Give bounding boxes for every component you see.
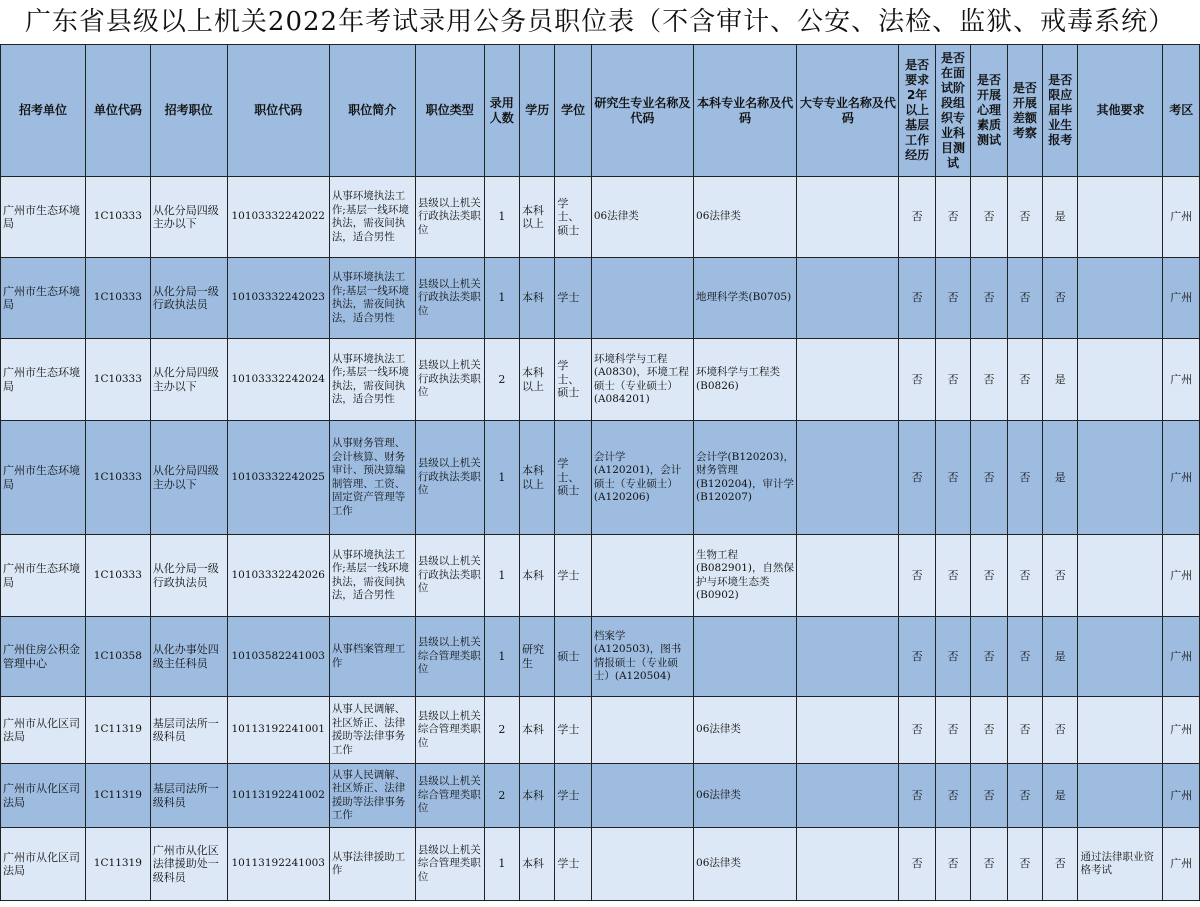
cell-grad-major xyxy=(591,828,693,901)
cell-type: 县级以上机关综合管理类职位 xyxy=(415,697,484,764)
column-header: 研究生专业名称及代码 xyxy=(591,45,693,177)
cell-q1: 否 xyxy=(899,177,935,258)
cell-unit: 广州住房公积金管理中心 xyxy=(1,617,86,697)
cell-grad-major xyxy=(591,258,693,339)
column-header: 单位代码 xyxy=(85,45,150,177)
cell-q5: 否 xyxy=(1043,535,1078,617)
cell-unit: 广州市生态环境局 xyxy=(1,421,86,535)
cell-position: 基层司法所一级科员 xyxy=(150,697,227,764)
cell-other xyxy=(1078,764,1163,828)
cell-college-major xyxy=(797,617,899,697)
cell-position: 从化办事处四级主任科员 xyxy=(150,617,227,697)
table-row xyxy=(1,421,1200,535)
cell-other xyxy=(1078,258,1163,339)
cell-degree: 学士 xyxy=(555,258,591,339)
cell-q1: 否 xyxy=(899,828,935,901)
column-header: 本科专业名称及代码 xyxy=(694,45,797,177)
cell-area: 广州 xyxy=(1163,617,1200,697)
cell-intro: 从事环境执法工作;基层一线环境执法，需夜间执法，适合男性 xyxy=(329,535,415,617)
positions-table xyxy=(0,44,1200,901)
cell-q1: 否 xyxy=(899,535,935,617)
table-row xyxy=(1,617,1200,697)
cell-position: 从化分局一级行政执法员 xyxy=(150,535,227,617)
column-header: 职位代码 xyxy=(227,45,329,177)
cell-q1: 否 xyxy=(899,339,935,421)
cell-q2: 否 xyxy=(935,258,970,339)
cell-edu: 本科 xyxy=(520,258,555,339)
table-row xyxy=(1,828,1200,901)
table-row xyxy=(1,339,1200,421)
cell-count: 1 xyxy=(484,535,519,617)
cell-type: 县级以上机关综合管理类职位 xyxy=(415,828,484,901)
column-header: 职位简介 xyxy=(329,45,415,177)
cell-unit: 广州市生态环境局 xyxy=(1,258,86,339)
cell-unit-code: 1C11319 xyxy=(85,828,150,901)
cell-edu: 本科 xyxy=(520,535,555,617)
cell-intro: 从事人民调解、社区矫正、法律援助等法律事务工作 xyxy=(329,697,415,764)
cell-q3: 否 xyxy=(971,535,1007,617)
column-header: 职位类型 xyxy=(415,45,484,177)
cell-position: 从化分局四级主办以下 xyxy=(150,421,227,535)
cell-position-code: 10113192241003 xyxy=(227,828,329,901)
cell-unit: 广州市生态环境局 xyxy=(1,535,86,617)
cell-intro: 从事法律援助工作 xyxy=(329,828,415,901)
column-header: 招考职位 xyxy=(150,45,227,177)
table-row xyxy=(1,177,1200,258)
cell-intro: 从事财务管理、会计核算、财务审计、预决算编制管理、工资、固定资产管理等工作 xyxy=(329,421,415,535)
column-header: 其他要求 xyxy=(1078,45,1163,177)
cell-type: 县级以上机关行政执法类职位 xyxy=(415,535,484,617)
cell-q4: 否 xyxy=(1007,617,1042,697)
cell-grad-major: 环境科学与工程(A0830)，环境工程硕士（专业硕士）(A084201) xyxy=(591,339,693,421)
column-header: 是否开展差额考察 xyxy=(1007,45,1042,177)
cell-q1: 否 xyxy=(899,764,935,828)
column-header: 学历 xyxy=(520,45,555,177)
cell-ug-major xyxy=(694,617,797,697)
table-row xyxy=(1,258,1200,339)
cell-count: 1 xyxy=(484,421,519,535)
cell-ug-major: 06法律类 xyxy=(694,764,797,828)
cell-position: 从化分局四级主办以下 xyxy=(150,177,227,258)
cell-degree: 学士 xyxy=(555,535,591,617)
cell-edu: 本科 xyxy=(520,828,555,901)
cell-unit: 广州市从化区司法局 xyxy=(1,697,86,764)
cell-grad-major xyxy=(591,697,693,764)
cell-other xyxy=(1078,697,1163,764)
cell-unit-code: 1C10333 xyxy=(85,258,150,339)
cell-unit-code: 1C10333 xyxy=(85,177,150,258)
cell-other xyxy=(1078,177,1163,258)
cell-type: 县级以上机关行政执法类职位 xyxy=(415,339,484,421)
cell-type: 县级以上机关行政执法类职位 xyxy=(415,258,484,339)
cell-ug-major: 地理科学类(B0705) xyxy=(694,258,797,339)
cell-position: 基层司法所一级科员 xyxy=(150,764,227,828)
cell-college-major xyxy=(797,697,899,764)
cell-count: 1 xyxy=(484,258,519,339)
cell-position-code: 10113192241002 xyxy=(227,764,329,828)
cell-type: 县级以上机关综合管理类职位 xyxy=(415,764,484,828)
cell-degree: 学士 xyxy=(555,828,591,901)
table-body xyxy=(1,177,1200,901)
cell-college-major xyxy=(797,339,899,421)
cell-other xyxy=(1078,421,1163,535)
cell-college-major xyxy=(797,764,899,828)
cell-ug-major: 06法律类 xyxy=(694,697,797,764)
cell-q3: 否 xyxy=(971,697,1007,764)
cell-count: 1 xyxy=(484,617,519,697)
cell-q3: 否 xyxy=(971,177,1007,258)
cell-q3: 否 xyxy=(971,617,1007,697)
column-header: 招考单位 xyxy=(1,45,86,177)
cell-edu: 本科 xyxy=(520,764,555,828)
cell-edu: 本科以上 xyxy=(520,177,555,258)
cell-q2: 否 xyxy=(935,421,970,535)
page-title: 广东省县级以上机关2022年考试录用公务员职位表（不含审计、公安、法检、监狱、戒毒系统） xyxy=(24,7,1176,37)
cell-q3: 否 xyxy=(971,421,1007,535)
cell-intro: 从事档案管理工作 xyxy=(329,617,415,697)
cell-position: 从化分局四级主办以下 xyxy=(150,339,227,421)
cell-q2: 否 xyxy=(935,697,970,764)
cell-area: 广州 xyxy=(1163,764,1200,828)
cell-ug-major: 环境科学与工程类(B0826) xyxy=(694,339,797,421)
cell-position-code: 10113192241001 xyxy=(227,697,329,764)
cell-q3: 否 xyxy=(971,764,1007,828)
cell-ug-major: 生物工程(B082901)，自然保护与环境生态类(B0902) xyxy=(694,535,797,617)
cell-q2: 否 xyxy=(935,617,970,697)
cell-degree: 硕士 xyxy=(555,617,591,697)
cell-other xyxy=(1078,339,1163,421)
cell-count: 1 xyxy=(484,828,519,901)
cell-unit: 广州市从化区司法局 xyxy=(1,828,86,901)
cell-position-code: 10103332242026 xyxy=(227,535,329,617)
cell-count: 1 xyxy=(484,177,519,258)
cell-grad-major: 会计学(A120201)，会计硕士（专业硕士）(A120206) xyxy=(591,421,693,535)
cell-unit-code: 1C11319 xyxy=(85,764,150,828)
table-header-row xyxy=(1,45,1200,177)
cell-q3: 否 xyxy=(971,828,1007,901)
cell-position: 广州市从化区法律援助处一级科员 xyxy=(150,828,227,901)
cell-q4: 否 xyxy=(1007,828,1042,901)
table-row xyxy=(1,697,1200,764)
cell-q1: 否 xyxy=(899,617,935,697)
cell-q4: 否 xyxy=(1007,535,1042,617)
cell-q5: 否 xyxy=(1043,258,1078,339)
cell-area: 广州 xyxy=(1163,339,1200,421)
cell-ug-major: 06法律类 xyxy=(694,177,797,258)
cell-position-code: 10103332242024 xyxy=(227,339,329,421)
cell-ug-major: 会计学(B120203)，财务管理(B120204)，审计学(B120207) xyxy=(694,421,797,535)
cell-q5: 是 xyxy=(1043,617,1078,697)
cell-unit: 广州市从化区司法局 xyxy=(1,764,86,828)
cell-area: 广州 xyxy=(1163,697,1200,764)
cell-q1: 否 xyxy=(899,258,935,339)
cell-position-code: 10103332242023 xyxy=(227,258,329,339)
cell-type: 县级以上机关行政执法类职位 xyxy=(415,421,484,535)
cell-q2: 否 xyxy=(935,535,970,617)
cell-q3: 否 xyxy=(971,339,1007,421)
cell-area: 广州 xyxy=(1163,535,1200,617)
cell-position-code: 10103582241003 xyxy=(227,617,329,697)
cell-q1: 否 xyxy=(899,697,935,764)
cell-other: 通过法律职业资格考试 xyxy=(1078,828,1163,901)
column-header: 学位 xyxy=(555,45,591,177)
cell-unit: 广州市生态环境局 xyxy=(1,339,86,421)
cell-intro: 从事环境执法工作;基层一线环境执法，需夜间执法，适合男性 xyxy=(329,258,415,339)
cell-q4: 否 xyxy=(1007,177,1042,258)
cell-ug-major: 06法律类 xyxy=(694,828,797,901)
cell-other xyxy=(1078,535,1163,617)
table-row xyxy=(1,535,1200,617)
cell-q3: 否 xyxy=(971,258,1007,339)
cell-grad-major xyxy=(591,535,693,617)
cell-college-major xyxy=(797,421,899,535)
cell-q5: 是 xyxy=(1043,764,1078,828)
cell-q2: 否 xyxy=(935,177,970,258)
cell-intro: 从事人民调解、社区矫正、法律援助等法律事务工作 xyxy=(329,764,415,828)
cell-grad-major: 档案学(A120503)，图书情报硕士（专业硕士）(A120504) xyxy=(591,617,693,697)
column-header: 是否要求2年以上基层工作经历 xyxy=(899,45,935,177)
cell-q2: 否 xyxy=(935,339,970,421)
cell-college-major xyxy=(797,828,899,901)
cell-q4: 否 xyxy=(1007,764,1042,828)
cell-area: 广州 xyxy=(1163,177,1200,258)
cell-count: 2 xyxy=(484,697,519,764)
cell-position-code: 10103332242025 xyxy=(227,421,329,535)
cell-area: 广州 xyxy=(1163,421,1200,535)
cell-edu: 本科 xyxy=(520,697,555,764)
cell-unit-code: 1C10333 xyxy=(85,535,150,617)
cell-unit-code: 1C10333 xyxy=(85,421,150,535)
cell-other xyxy=(1078,617,1163,697)
cell-unit-code: 1C10358 xyxy=(85,617,150,697)
column-header: 录用人数 xyxy=(484,45,519,177)
cell-area: 广州 xyxy=(1163,828,1200,901)
cell-grad-major: 06法律类 xyxy=(591,177,693,258)
cell-edu: 本科以上 xyxy=(520,339,555,421)
cell-degree: 学士、硕士 xyxy=(555,421,591,535)
cell-grad-major xyxy=(591,764,693,828)
cell-type: 县级以上机关行政执法类职位 xyxy=(415,177,484,258)
cell-position-code: 10103332242022 xyxy=(227,177,329,258)
cell-degree: 学士 xyxy=(555,764,591,828)
cell-college-major xyxy=(797,177,899,258)
cell-count: 2 xyxy=(484,339,519,421)
cell-position: 从化分局一级行政执法员 xyxy=(150,258,227,339)
cell-unit-code: 1C11319 xyxy=(85,697,150,764)
column-header: 是否在面试阶段组织专业科目测试 xyxy=(935,45,970,177)
cell-intro: 从事环境执法工作;基层一线环境执法，需夜间执法，适合男性 xyxy=(329,177,415,258)
cell-q5: 是 xyxy=(1043,421,1078,535)
column-header: 是否开展心理素质测试 xyxy=(971,45,1007,177)
cell-q2: 否 xyxy=(935,828,970,901)
cell-intro: 从事环境执法工作;基层一线环境执法，需夜间执法，适合男性 xyxy=(329,339,415,421)
cell-q4: 否 xyxy=(1007,421,1042,535)
cell-unit-code: 1C10333 xyxy=(85,339,150,421)
cell-q2: 否 xyxy=(935,764,970,828)
column-header: 大专专业名称及代码 xyxy=(797,45,899,177)
cell-degree: 学士 xyxy=(555,697,591,764)
cell-q4: 否 xyxy=(1007,339,1042,421)
cell-degree: 学士、硕士 xyxy=(555,339,591,421)
column-header: 是否限应届毕业生报考 xyxy=(1043,45,1078,177)
cell-college-major xyxy=(797,535,899,617)
table-row xyxy=(1,764,1200,828)
cell-q4: 否 xyxy=(1007,258,1042,339)
cell-college-major xyxy=(797,258,899,339)
cell-q4: 否 xyxy=(1007,697,1042,764)
cell-q5: 否 xyxy=(1043,828,1078,901)
cell-type: 县级以上机关综合管理类职位 xyxy=(415,617,484,697)
cell-q5: 是 xyxy=(1043,177,1078,258)
cell-unit: 广州市生态环境局 xyxy=(1,177,86,258)
cell-area: 广州 xyxy=(1163,258,1200,339)
cell-edu: 本科以上 xyxy=(520,421,555,535)
cell-q1: 否 xyxy=(899,421,935,535)
cell-count: 2 xyxy=(484,764,519,828)
cell-degree: 学士、硕士 xyxy=(555,177,591,258)
cell-q5: 是 xyxy=(1043,339,1078,421)
cell-edu: 研究生 xyxy=(520,617,555,697)
cell-q5: 否 xyxy=(1043,697,1078,764)
column-header: 考区 xyxy=(1163,45,1200,177)
